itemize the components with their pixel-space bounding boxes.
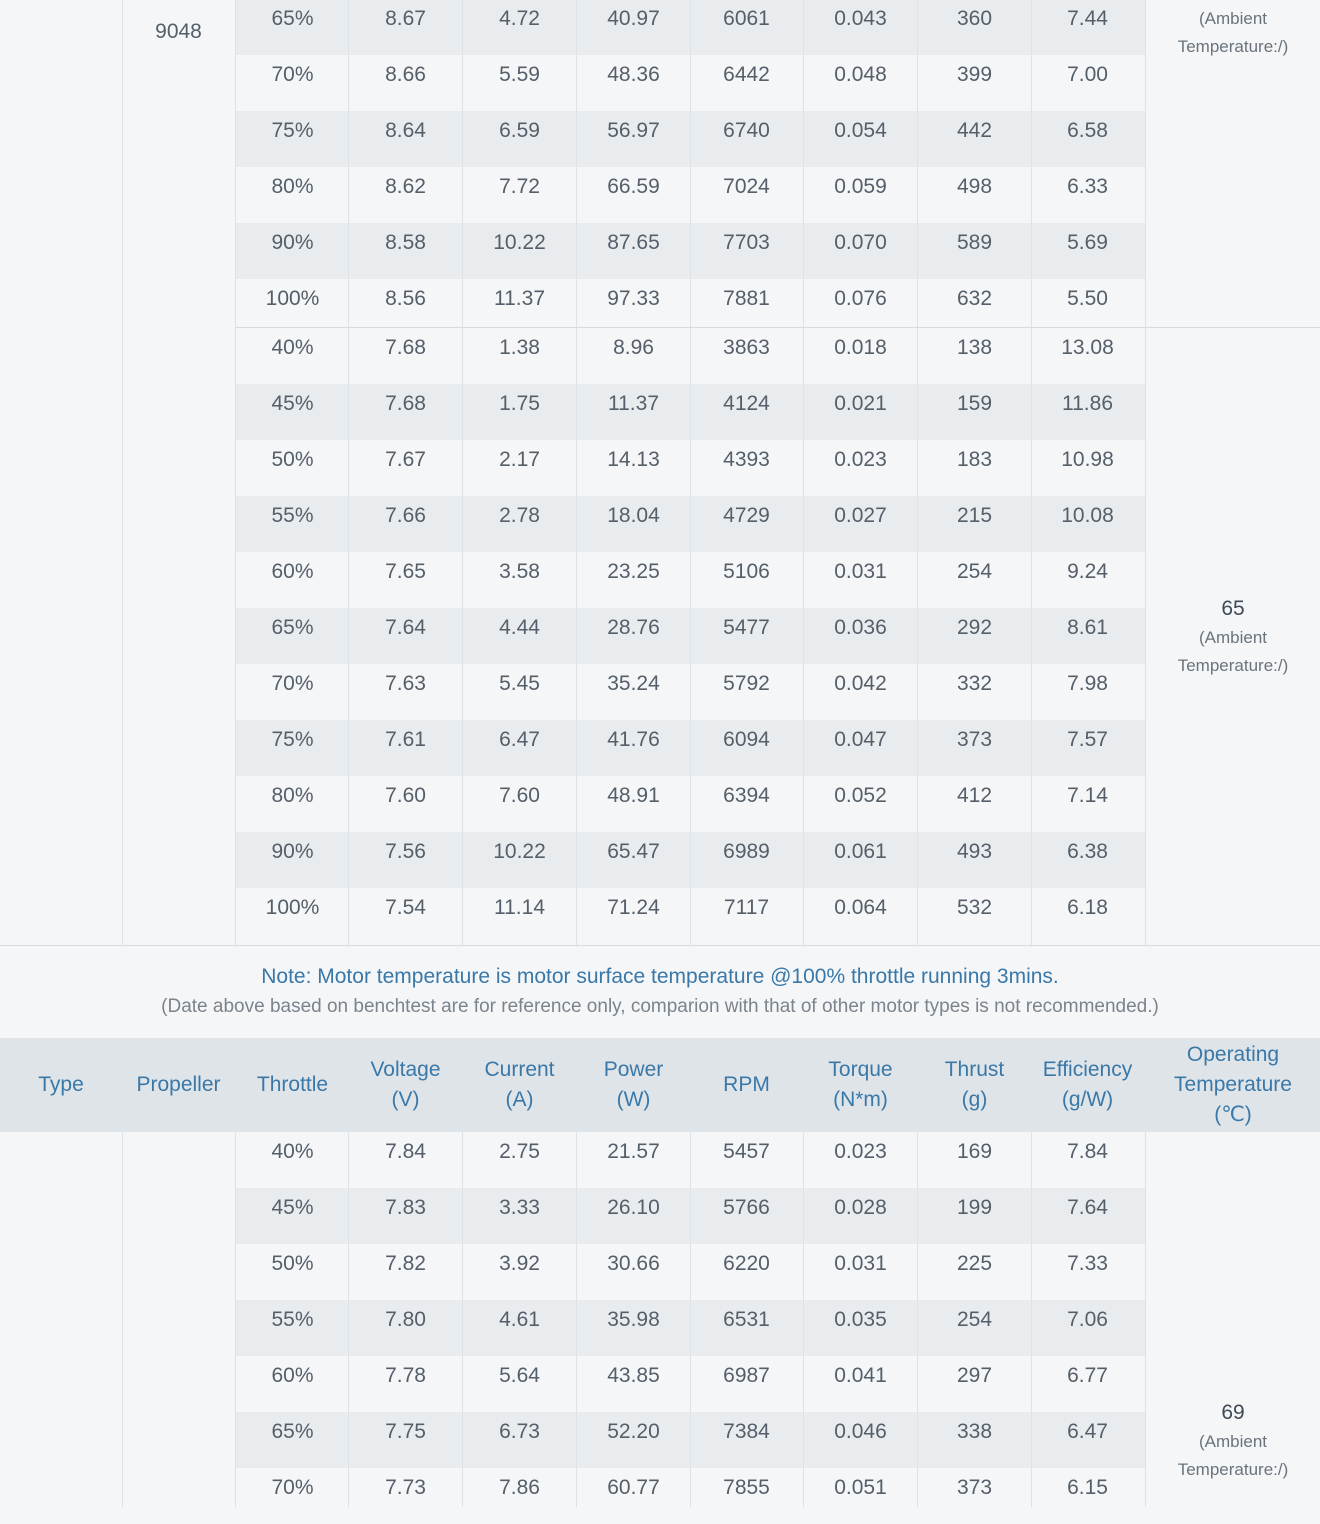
power-cell: 30.66 [607, 1252, 660, 1275]
voltage-cell: 7.61 [385, 728, 426, 751]
operating-temp-cell [1146, 5, 1320, 61]
rpm-cell: 5792 [723, 672, 770, 695]
throttle-cell: 45% [271, 392, 314, 415]
rpm-cell: 5477 [723, 616, 770, 639]
table-row [0, 1356, 1320, 1412]
power-cell: 14.13 [607, 448, 660, 471]
power-cell: 65.47 [607, 840, 660, 863]
current-cell: 3.33 [499, 1196, 540, 1219]
rpm-cell: 7855 [723, 1476, 770, 1499]
current-cell: 11.14 [494, 896, 545, 919]
header-current: Current (A) [484, 1058, 555, 1111]
throttle-cell: 70% [271, 63, 314, 86]
voltage-cell: 7.78 [385, 1364, 426, 1387]
grid-line [122, 1132, 123, 1507]
thrust-cell: 138 [956, 336, 993, 359]
power-cell: 66.59 [607, 175, 660, 198]
grid-line [803, 0, 804, 946]
voltage-cell: 7.66 [385, 504, 426, 527]
header-efficiency: Efficiency (g/W) [1042, 1058, 1133, 1111]
rpm-cell: 3863 [723, 336, 770, 359]
voltage-cell: 7.54 [385, 896, 426, 919]
current-cell: 2.17 [499, 448, 540, 471]
operating-temp-cell [1146, 594, 1320, 680]
torque-cell: 0.070 [834, 231, 887, 254]
power-cell: 60.77 [607, 1476, 660, 1499]
power-cell: 48.36 [607, 63, 660, 86]
table-row [0, 111, 1320, 167]
efficiency-cell: 6.15 [1067, 1476, 1108, 1499]
rpm-cell: 6531 [723, 1308, 770, 1331]
torque-cell: 0.042 [834, 672, 887, 695]
torque-cell: 0.064 [834, 896, 887, 919]
voltage-cell: 7.80 [385, 1308, 426, 1331]
current-cell: 5.64 [499, 1364, 540, 1387]
grid-line [348, 1132, 349, 1507]
grid-line [1031, 1132, 1032, 1507]
power-cell: 43.85 [607, 1364, 660, 1387]
current-cell: 1.38 [499, 336, 540, 359]
torque-cell: 0.054 [834, 119, 887, 142]
thrust-cell: 169 [956, 1140, 993, 1163]
efficiency-cell: 7.14 [1067, 784, 1108, 807]
torque-cell: 0.041 [834, 1364, 887, 1387]
voltage-cell: 8.64 [385, 119, 426, 142]
table-row [0, 223, 1320, 279]
throttle-cell: 90% [271, 231, 314, 254]
thrust-cell: 632 [956, 287, 993, 310]
thrust-cell: 498 [956, 175, 993, 198]
power-cell: 41.76 [607, 728, 660, 751]
header-operating-temperature: Operating Temperature (℃) [1174, 1043, 1292, 1126]
current-cell: 5.45 [499, 672, 540, 695]
power-cell: 56.97 [607, 119, 660, 142]
table-row [0, 552, 1320, 608]
current-cell: 4.72 [499, 7, 540, 30]
rpm-cell: 5106 [723, 560, 770, 583]
torque-cell: 0.052 [834, 784, 887, 807]
torque-cell: 0.059 [834, 175, 887, 198]
voltage-cell: 7.73 [385, 1476, 426, 1499]
throttle-cell: 40% [271, 336, 314, 359]
throttle-cell: 55% [271, 504, 314, 527]
current-cell: 1.75 [499, 392, 540, 415]
efficiency-cell: 6.18 [1067, 896, 1108, 919]
grid-line [917, 0, 918, 946]
power-cell: 26.10 [607, 1196, 660, 1219]
thrust-cell: 292 [956, 616, 993, 639]
temp-value: 65 [1221, 597, 1245, 620]
throttle-cell: 70% [271, 672, 314, 695]
grid-line [917, 1132, 918, 1507]
header-propeller: Propeller [136, 1073, 221, 1096]
table-row [0, 664, 1320, 720]
voltage-cell: 7.67 [385, 448, 426, 471]
power-cell: 28.76 [607, 616, 660, 639]
voltage-cell: 7.64 [385, 616, 426, 639]
thrust-cell: 159 [956, 392, 993, 415]
throttle-cell: 75% [271, 119, 314, 142]
current-cell: 5.59 [499, 63, 540, 86]
efficiency-cell: 8.61 [1067, 616, 1108, 639]
rpm-cell: 7384 [723, 1420, 770, 1443]
efficiency-cell: 6.38 [1067, 840, 1108, 863]
grid-line [690, 1132, 691, 1507]
thrust-cell: 589 [956, 231, 993, 254]
temp-value: 69 [1221, 1401, 1245, 1424]
table-row [0, 720, 1320, 776]
propeller-cell: 9048 [155, 20, 202, 43]
header-torque: Torque (N*m) [828, 1058, 893, 1111]
efficiency-cell: 5.50 [1067, 287, 1108, 310]
grid-line [462, 0, 463, 946]
temp-ambient-unit: Temperature:/) [1177, 37, 1289, 56]
table-row [0, 776, 1320, 832]
power-cell: 11.37 [608, 392, 659, 415]
efficiency-cell: 7.44 [1067, 7, 1108, 30]
efficiency-cell: 7.57 [1067, 728, 1108, 751]
voltage-cell: 7.68 [385, 336, 426, 359]
grid-line [0, 945, 1320, 946]
power-cell: 35.24 [607, 672, 660, 695]
efficiency-cell: 5.69 [1067, 231, 1108, 254]
power-cell: 97.33 [607, 287, 660, 310]
thrust-cell: 215 [956, 504, 993, 527]
grid-line [690, 0, 691, 946]
thrust-cell: 412 [956, 784, 993, 807]
power-cell: 23.25 [607, 560, 660, 583]
thrust-cell: 183 [956, 448, 993, 471]
torque-cell: 0.048 [834, 63, 887, 86]
current-cell: 6.73 [499, 1420, 540, 1443]
torque-cell: 0.027 [834, 504, 887, 527]
throttle-cell: 65% [271, 1420, 314, 1443]
efficiency-cell: 6.77 [1067, 1364, 1108, 1387]
efficiency-cell: 7.84 [1067, 1140, 1108, 1163]
throttle-cell: 45% [271, 1196, 314, 1219]
table-row [0, 1412, 1320, 1468]
rpm-cell: 6061 [723, 7, 770, 30]
current-cell: 6.47 [499, 728, 540, 751]
efficiency-cell: 7.33 [1067, 1252, 1108, 1275]
power-cell: 35.98 [607, 1308, 660, 1331]
table-header [0, 1038, 1320, 1132]
throttle-cell: 100% [265, 287, 320, 310]
grid-line [576, 0, 577, 946]
current-cell: 3.58 [499, 560, 540, 583]
throttle-cell: 60% [271, 560, 314, 583]
throttle-cell: 40% [271, 1140, 314, 1163]
power-cell: 8.96 [613, 336, 654, 359]
thrust-cell: 332 [956, 672, 993, 695]
current-cell: 2.78 [499, 504, 540, 527]
voltage-cell: 7.83 [385, 1196, 426, 1219]
voltage-cell: 7.84 [385, 1140, 426, 1163]
torque-cell: 0.035 [834, 1308, 887, 1331]
throttle-cell: 80% [271, 175, 314, 198]
thrust-cell: 373 [956, 728, 993, 751]
rpm-cell: 6740 [723, 119, 770, 142]
throttle-cell: 75% [271, 728, 314, 751]
voltage-cell: 7.65 [385, 560, 426, 583]
table-row [0, 1132, 1320, 1188]
current-cell: 2.75 [499, 1140, 540, 1163]
header-rpm: RPM [723, 1073, 770, 1096]
table-row [0, 1468, 1320, 1524]
table-row [0, 496, 1320, 552]
header-type: Type [38, 1073, 84, 1096]
operating-temp-cell [1146, 1398, 1320, 1484]
throttle-cell: 65% [271, 7, 314, 30]
efficiency-cell: 9.24 [1067, 560, 1108, 583]
efficiency-cell: 10.08 [1061, 504, 1114, 527]
power-cell: 71.24 [607, 896, 660, 919]
throttle-cell: 65% [271, 616, 314, 639]
grid-line [235, 0, 236, 946]
grid-line [803, 1132, 804, 1507]
current-cell: 7.60 [499, 784, 540, 807]
rpm-cell: 4729 [723, 504, 770, 527]
thrust-cell: 199 [956, 1196, 993, 1219]
current-cell: 11.37 [494, 287, 545, 310]
table-row [0, 440, 1320, 496]
throttle-cell: 50% [271, 1252, 314, 1275]
efficiency-cell: 10.98 [1061, 448, 1114, 471]
rpm-cell: 6442 [723, 63, 770, 86]
power-cell: 21.57 [607, 1140, 660, 1163]
thrust-cell: 442 [956, 119, 993, 142]
efficiency-cell: 6.47 [1067, 1420, 1108, 1443]
voltage-cell: 7.60 [385, 784, 426, 807]
voltage-cell: 8.66 [385, 63, 426, 86]
current-cell: 3.92 [499, 1252, 540, 1275]
power-cell: 40.97 [607, 7, 660, 30]
thrust-cell: 532 [956, 896, 993, 919]
throttle-cell: 55% [271, 1308, 314, 1331]
voltage-cell: 7.68 [385, 392, 426, 415]
thrust-cell: 373 [956, 1476, 993, 1499]
rpm-cell: 7024 [723, 175, 770, 198]
efficiency-cell: 6.58 [1067, 119, 1108, 142]
efficiency-cell: 7.98 [1067, 672, 1108, 695]
voltage-cell: 8.56 [385, 287, 426, 310]
torque-cell: 0.031 [834, 560, 887, 583]
temp-ambient-label: (Ambient [1198, 628, 1268, 647]
throttle-cell: 50% [271, 448, 314, 471]
voltage-cell: 8.62 [385, 175, 426, 198]
torque-cell: 0.047 [834, 728, 887, 751]
rpm-cell: 7881 [723, 287, 770, 310]
torque-cell: 0.023 [834, 448, 887, 471]
throttle-cell: 70% [271, 1476, 314, 1499]
header-voltage: Voltage (V) [370, 1058, 441, 1111]
power-cell: 52.20 [607, 1420, 660, 1443]
torque-cell: 0.051 [834, 1476, 887, 1499]
note-block [0, 947, 1320, 1037]
efficiency-cell: 13.08 [1061, 336, 1114, 359]
table-row [0, 888, 1320, 944]
header-thrust: Thrust (g) [944, 1058, 1005, 1111]
temp-ambient-unit: Temperature:/) [1177, 1460, 1289, 1479]
throttle-cell: 90% [271, 840, 314, 863]
voltage-cell: 8.58 [385, 231, 426, 254]
throttle-cell: 80% [271, 784, 314, 807]
torque-cell: 0.046 [834, 1420, 887, 1443]
table-row [0, 1244, 1320, 1300]
throttle-cell: 60% [271, 1364, 314, 1387]
rpm-cell: 6987 [723, 1364, 770, 1387]
thrust-cell: 399 [956, 63, 993, 86]
temp-ambient-label: (Ambient [1198, 1432, 1268, 1451]
power-cell: 18.04 [607, 504, 660, 527]
thrust-cell: 254 [956, 1308, 993, 1331]
rpm-cell: 6394 [723, 784, 770, 807]
rpm-cell: 6220 [723, 1252, 770, 1275]
rpm-cell: 4124 [723, 392, 770, 415]
note-disclaimer: (Date above based on benchtest are for reference only, comparion with that of other motor types is not recommended.) [161, 996, 1159, 1017]
grid-line [236, 327, 1320, 328]
current-cell: 10.22 [493, 840, 546, 863]
grid-line [576, 1132, 577, 1507]
torque-cell: 0.043 [834, 7, 887, 30]
efficiency-cell: 7.06 [1067, 1308, 1108, 1331]
efficiency-cell: 11.86 [1062, 392, 1113, 415]
grid-line [462, 1132, 463, 1507]
table-row [0, 608, 1320, 664]
efficiency-cell: 6.33 [1067, 175, 1108, 198]
current-cell: 10.22 [493, 231, 546, 254]
thrust-cell: 338 [956, 1420, 993, 1443]
power-cell: 48.91 [607, 784, 660, 807]
power-cell: 87.65 [607, 231, 660, 254]
rpm-cell: 5457 [723, 1140, 770, 1163]
grid-line [348, 0, 349, 946]
temp-ambient-unit: Temperature:/) [1177, 656, 1289, 675]
rpm-cell: 5766 [723, 1196, 770, 1219]
table-row [0, 55, 1320, 111]
header-throttle: Throttle [256, 1073, 329, 1096]
grid-line [235, 1132, 236, 1507]
thrust-cell: 254 [956, 560, 993, 583]
torque-cell: 0.023 [834, 1140, 887, 1163]
voltage-cell: 7.82 [385, 1252, 426, 1275]
current-cell: 6.59 [499, 119, 540, 142]
header-power: Power (W) [603, 1058, 664, 1111]
torque-cell: 0.036 [834, 616, 887, 639]
voltage-cell: 7.63 [385, 672, 426, 695]
rpm-cell: 4393 [723, 448, 770, 471]
temp-ambient-label: (Ambient [1198, 9, 1268, 28]
grid-line [1145, 0, 1146, 946]
voltage-cell: 7.75 [385, 1420, 426, 1443]
voltage-cell: 8.67 [385, 7, 426, 30]
thrust-cell: 360 [956, 7, 993, 30]
thrust-cell: 297 [956, 1364, 993, 1387]
torque-cell: 0.061 [834, 840, 887, 863]
rpm-cell: 7703 [723, 231, 770, 254]
torque-cell: 0.031 [834, 1252, 887, 1275]
grid-line [1031, 0, 1032, 946]
rpm-cell: 7117 [723, 896, 770, 919]
rpm-cell: 6094 [723, 728, 770, 751]
thrust-cell: 225 [956, 1252, 993, 1275]
table-row [0, 832, 1320, 888]
torque-cell: 0.028 [834, 1196, 887, 1219]
rpm-cell: 6989 [723, 840, 770, 863]
note-text: Note: Motor temperature is motor surface temperature @100% throttle running 3mins. [261, 965, 1059, 988]
table-row [0, 328, 1320, 384]
efficiency-cell: 7.00 [1067, 63, 1108, 86]
torque-cell: 0.076 [834, 287, 887, 310]
current-cell: 4.44 [499, 616, 540, 639]
current-cell: 7.72 [499, 175, 540, 198]
torque-cell: 0.018 [834, 336, 887, 359]
table-row [0, 384, 1320, 440]
thrust-cell: 493 [956, 840, 993, 863]
current-cell: 7.86 [499, 1476, 540, 1499]
grid-line [122, 0, 123, 946]
efficiency-cell: 7.64 [1067, 1196, 1108, 1219]
table-row [0, 1188, 1320, 1244]
current-cell: 4.61 [499, 1308, 540, 1331]
grid-line [1145, 1132, 1146, 1507]
throttle-cell: 100% [265, 896, 320, 919]
table-row [0, 167, 1320, 223]
torque-cell: 0.021 [834, 392, 887, 415]
table-row [0, 1300, 1320, 1356]
voltage-cell: 7.56 [385, 840, 426, 863]
